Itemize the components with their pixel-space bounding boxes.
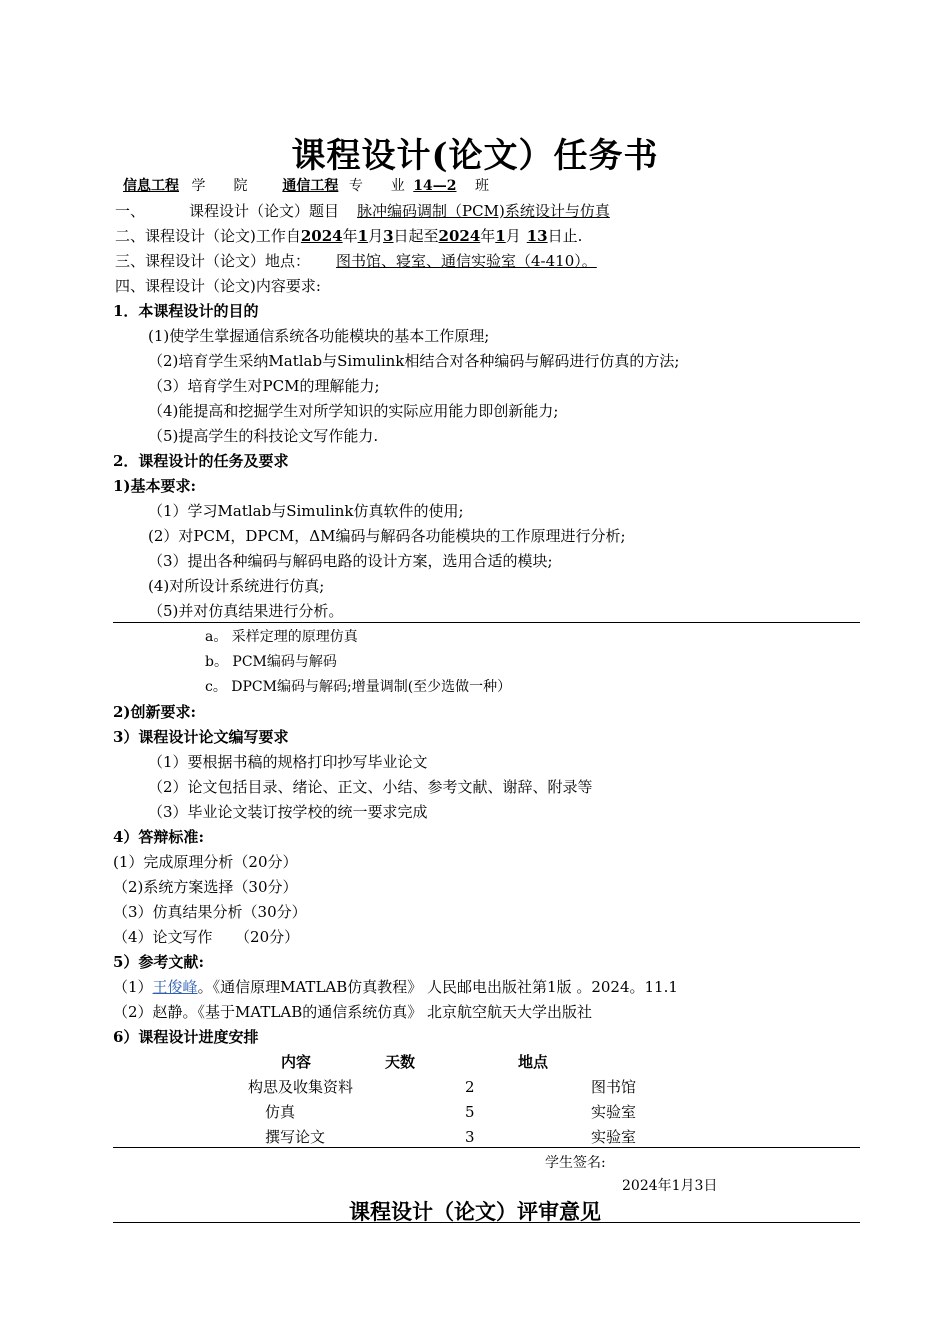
reference-2: （2）赵静。《基于MATLAB的通信系统仿真》 北京航空航天大学出版社 <box>113 1003 593 1021</box>
class-label: 班 <box>474 178 489 194</box>
author-link[interactable]: 王俊峰 <box>152 978 198 996</box>
period-text: 月 <box>368 227 384 245</box>
divider <box>113 1147 860 1148</box>
page-title: 课程设计(论文）任务书 <box>291 136 659 176</box>
table-cell: 2 <box>465 1078 475 1096</box>
list-item: （3）毕业论文装订按学校的统一要求完成 <box>148 803 428 821</box>
sub-item: a。 采样定理的原理仿真 <box>205 629 358 645</box>
table-cell: 构思及收集资料 <box>248 1078 354 1096</box>
period-text: 年 <box>342 227 358 245</box>
table-cell: 3 <box>465 1128 475 1146</box>
basic-requirements-heading: 1)基本要求: <box>113 477 197 495</box>
table-header-location: 地点 <box>518 1053 549 1071</box>
header-line <box>115 176 489 196</box>
section-6-heading: 6）课程设计进度安排 <box>113 1028 259 1046</box>
topic-label: 课程设计（论文）题目 <box>189 202 340 220</box>
topic-value: 脉冲编码调制（PCM)系统设计与仿真 <box>357 202 610 220</box>
start-year: 2024 <box>300 227 343 245</box>
reference-1 <box>113 977 678 997</box>
period-text: 日起至 <box>393 227 439 245</box>
section-4-heading: 4）答辩标准: <box>113 828 204 846</box>
topic-prefix: 一、 <box>115 202 146 220</box>
sub-item: c。 DPCM编码与解码;增量调制(至少选做一种） <box>205 679 512 695</box>
list-item: (4)对所设计系统进行仿真; <box>148 577 325 595</box>
innovation-heading: 2)创新要求: <box>113 703 197 721</box>
major-value: 通信工程 <box>282 178 339 194</box>
divider <box>113 1222 860 1223</box>
period-prefix: 二、课程设计（论文)工作自 <box>115 227 301 245</box>
section-3-heading: 3）课程设计论文编写要求 <box>113 728 289 746</box>
major-label: 专 业 <box>348 178 405 194</box>
start-month: 1 <box>357 227 369 245</box>
list-item: （4)能提高和挖掘学生对所学知识的实际应用能力即创新能力; <box>148 402 559 420</box>
period-text: 月 <box>505 227 521 245</box>
table-cell: 实验室 <box>591 1128 637 1146</box>
end-year: 2024 <box>438 227 481 245</box>
end-month: 1 <box>495 227 506 245</box>
table-cell: 实验室 <box>591 1103 637 1121</box>
period-text: 年 <box>480 227 496 245</box>
period-text: 日止. <box>547 227 583 245</box>
list-item: （4）论文写作 （20分） <box>113 928 300 946</box>
table-header-content: 内容 <box>281 1053 312 1071</box>
table-cell: 5 <box>465 1103 475 1121</box>
section-5-heading: 5）参考文献: <box>113 953 204 971</box>
reference-text: 。《通信原理MATLAB仿真教程》 人民邮电出版社第1版 。2024。11.1 <box>197 978 678 996</box>
section-1-heading: 1．本课程设计的目的 <box>113 302 259 320</box>
sub-item: b。 PCM编码与解码 <box>205 654 337 670</box>
list-item: （1）要根据书稿的规格打印抄写毕业论文 <box>148 753 428 771</box>
class-value: 14—2 <box>413 178 457 194</box>
list-item: （3）提出各种编码与解码电路的设计方案，选用合适的模块; <box>148 552 553 570</box>
list-item: （2)培育学生采纳Matlab与Simulink相结合对各种编码与解码进行仿真的方法; <box>148 352 680 370</box>
list-item: （2）论文包括目录、绪论、正文、小结、参考文献、谢辞、附录等 <box>148 778 593 796</box>
signature-label: 学生签名: <box>545 1155 606 1171</box>
section-2-heading: 2．课程设计的任务及要求 <box>113 452 289 470</box>
list-item: （3）仿真结果分析（30分） <box>113 903 307 921</box>
table-cell: 图书馆 <box>591 1078 637 1096</box>
list-item: （5)并对仿真结果进行分析。 <box>148 602 344 620</box>
topic-line <box>115 201 642 221</box>
list-item: (2）对PCM，DPCM，ΔM编码与解码各功能模块的工作原理进行分析; <box>148 527 626 545</box>
divider <box>113 622 860 623</box>
list-item: (1)使学生掌握通信系统各功能模块的基本工作原理; <box>148 327 490 345</box>
signature-date: 2024年1月3日 <box>622 1178 718 1194</box>
table-cell: 撰写论文 <box>265 1128 326 1146</box>
list-item: （2)系统方案选择（30分） <box>113 878 298 896</box>
period-line <box>115 226 582 246</box>
college-value: 信息工程 <box>123 178 179 194</box>
content-requirements-line: 四、课程设计（论文)内容要求: <box>115 277 321 295</box>
reference-prefix: （1） <box>113 978 153 996</box>
list-item: （3）培育学生对PCM的理解能力; <box>148 377 380 395</box>
location-line <box>115 251 597 271</box>
list-item: (1）完成原理分析（20分） <box>113 853 298 871</box>
start-day: 3 <box>383 227 394 245</box>
review-title: 课程设计（论文）评审意见 <box>349 1199 601 1224</box>
end-day: 13 <box>526 227 548 245</box>
location-value: 图书馆、寝室、通信实验室（4-410）。 <box>336 252 597 270</box>
college-label: 学 院 <box>191 178 248 194</box>
list-item: （1）学习Matlab与Simulink仿真软件的使用; <box>148 502 464 520</box>
table-cell: 仿真 <box>265 1103 296 1121</box>
location-label: 三、课程设计（论文）地点： <box>115 252 311 270</box>
list-item: （5)提高学生的科技论文写作能力. <box>148 427 379 445</box>
table-header-days: 天数 <box>385 1053 416 1071</box>
